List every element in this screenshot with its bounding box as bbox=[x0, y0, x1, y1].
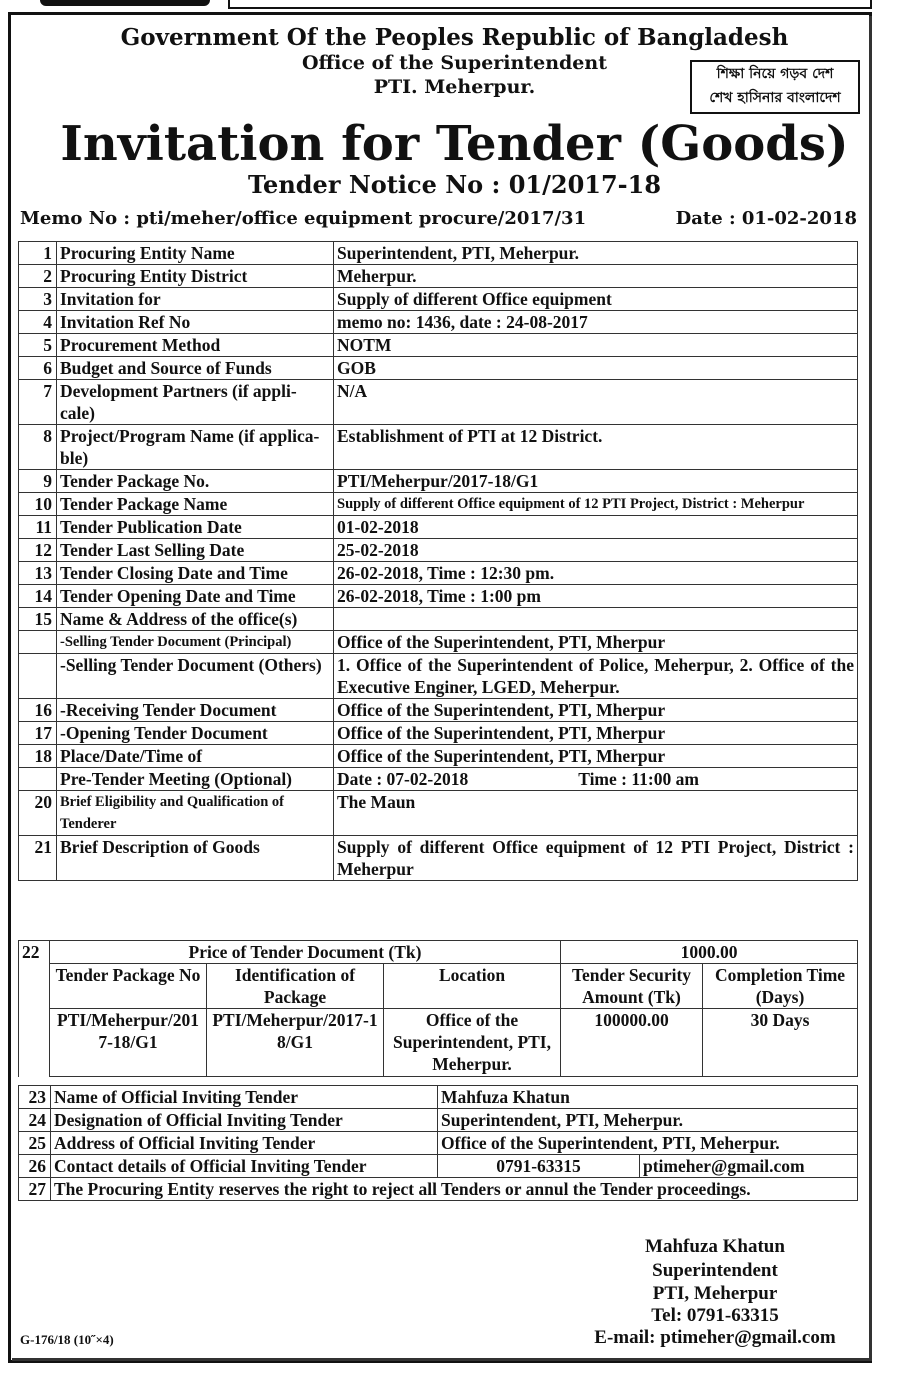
row-number: 4 bbox=[19, 311, 57, 334]
row-label: Name of Official Inviting Tender bbox=[51, 1086, 438, 1109]
row-value: Office of the Superintendent, PTI, Mherpur bbox=[334, 722, 858, 745]
table-row bbox=[19, 745, 858, 768]
row-number: 23 bbox=[19, 1086, 51, 1109]
row-number: 24 bbox=[19, 1109, 51, 1132]
cell-package-no: PTI/Meherpur/2017-18/G1 bbox=[50, 1009, 207, 1077]
contact-email: ptimeher@gmail.com bbox=[640, 1155, 858, 1178]
row-number: 16 bbox=[19, 699, 57, 722]
memo-number: Memo No : pti/meher/office equipment procure/2017/31 bbox=[20, 208, 587, 229]
row-value: Meherpur. bbox=[334, 265, 858, 288]
row-label: Tender Closing Date and Time bbox=[57, 562, 334, 585]
table-row bbox=[19, 631, 858, 654]
top-black-bar bbox=[40, 0, 210, 6]
row-label: Project/Program Name (if applica-ble) bbox=[57, 425, 334, 470]
slogan-box bbox=[690, 60, 860, 114]
row-label: Procurement Method bbox=[57, 334, 334, 357]
row-number: 12 bbox=[19, 539, 57, 562]
table-row bbox=[19, 380, 858, 425]
table-row bbox=[19, 242, 858, 265]
row-value: Superintendent, PTI, Meherpur. bbox=[334, 242, 858, 265]
table-row bbox=[19, 699, 858, 722]
row-number: 18 bbox=[19, 745, 57, 768]
row-label: Place/Date/Time of bbox=[57, 745, 334, 768]
signatory-office: PTI, Meherpur bbox=[652, 1283, 778, 1304]
row-number: 11 bbox=[19, 516, 57, 539]
row-label: Invitation for bbox=[57, 288, 334, 311]
row-value: Office of the Superintendent, PTI, Mherpur bbox=[334, 745, 858, 768]
row-label: -Selling Tender Document (Principal) bbox=[57, 631, 334, 654]
cell-identification: PTI/Meherpur/2017-18/G1 bbox=[207, 1009, 384, 1077]
table-row bbox=[19, 791, 858, 836]
row-number: 26 bbox=[19, 1155, 51, 1178]
row-label: Tender Last Selling Date bbox=[57, 539, 334, 562]
row-value bbox=[334, 608, 858, 631]
row-label: -Receiving Tender Document bbox=[57, 699, 334, 722]
row-number: 27 bbox=[19, 1178, 51, 1201]
table-row bbox=[19, 288, 858, 311]
table-row bbox=[19, 539, 858, 562]
row-label: Address of Official Inviting Tender bbox=[51, 1132, 438, 1155]
row-number: 3 bbox=[19, 288, 57, 311]
table-row bbox=[19, 768, 858, 791]
signatory-email: E-mail: ptimeher@gmail.com bbox=[594, 1327, 836, 1348]
row-value: GOB bbox=[334, 357, 858, 380]
table-row bbox=[19, 1155, 858, 1178]
price-value: 1000.00 bbox=[561, 941, 858, 964]
cell-security: 100000.00 bbox=[561, 1009, 703, 1077]
row-label: Pre-Tender Meeting (Optional) bbox=[57, 768, 334, 791]
table-row bbox=[19, 470, 858, 493]
top-outline-box bbox=[228, 0, 872, 9]
header-location: Location bbox=[384, 964, 561, 1009]
table-row bbox=[19, 562, 858, 585]
price-data-row bbox=[19, 1009, 858, 1077]
price-header-row bbox=[19, 964, 858, 1009]
office-heading: Office of the Superintendent bbox=[302, 52, 607, 74]
row-value: Establishment of PTI at 12 District. bbox=[334, 425, 858, 470]
row-number: 10 bbox=[19, 493, 57, 516]
row-value: Office of the Superintendent, PTI, Mherpur bbox=[334, 699, 858, 722]
row-value: Superintendent, PTI, Meherpur. bbox=[438, 1109, 858, 1132]
row-label: Tender Publication Date bbox=[57, 516, 334, 539]
row-label: Procuring Entity District bbox=[57, 265, 334, 288]
table-row bbox=[19, 1178, 858, 1201]
row-number: 15 bbox=[19, 608, 57, 631]
row-value: The Maun bbox=[334, 791, 858, 836]
row-value: Supply of different Office equipment of 12 PTI Project, District : Meherpur bbox=[334, 493, 858, 516]
row-value: 25-02-2018 bbox=[334, 539, 858, 562]
row-label: Contact details of Official Inviting Tender bbox=[51, 1155, 438, 1178]
table-row bbox=[19, 1086, 858, 1109]
notice-date: Date : 01-02-2018 bbox=[675, 208, 857, 229]
row-label: Procuring Entity Name bbox=[57, 242, 334, 265]
row-label: Tender Package No. bbox=[57, 470, 334, 493]
slogan-line-1: শিক্ষা নিয়ে গড়ব দেশ bbox=[716, 66, 834, 82]
table-row bbox=[19, 1109, 858, 1132]
page-title: Invitation for Tender (Goods) bbox=[60, 116, 849, 172]
row-number: 17 bbox=[19, 722, 57, 745]
table-row bbox=[19, 1132, 858, 1155]
government-heading: Government Of the Peoples Republic of Bangladesh bbox=[120, 24, 789, 51]
table-row bbox=[19, 654, 858, 699]
table-row bbox=[19, 516, 858, 539]
signatory-tel: Tel: 0791-63315 bbox=[651, 1305, 779, 1326]
price-row bbox=[19, 941, 858, 964]
row-number bbox=[19, 631, 57, 654]
row-number: 1 bbox=[19, 242, 57, 265]
table-row bbox=[19, 585, 858, 608]
signatory-name: Mahfuza Khatun bbox=[645, 1236, 785, 1257]
table-row bbox=[19, 311, 858, 334]
cell-location: Office of the Superintendent, PTI, Meherpur. bbox=[384, 1009, 561, 1077]
tender-notice-number: Tender Notice No : 01/2017-18 bbox=[247, 170, 662, 199]
row-label: Tender Opening Date and Time bbox=[57, 585, 334, 608]
table-row bbox=[19, 265, 858, 288]
table-row bbox=[19, 836, 858, 881]
row-number bbox=[19, 654, 57, 699]
row-label: Development Partners (if appli-cale) bbox=[57, 380, 334, 425]
row-label: -Selling Tender Document (Others) bbox=[57, 654, 334, 699]
signatory-designation: Superintendent bbox=[652, 1260, 778, 1281]
row-number: 7 bbox=[19, 380, 57, 425]
official-table bbox=[18, 1085, 858, 1201]
row-value: 1. Office of the Superintendent of Police, Meherpur, 2. Office of the Executive Enginer, LGED, Meherpur. bbox=[334, 654, 858, 699]
row-value: NOTM bbox=[334, 334, 858, 357]
row-value: Office of the Superintendent, PTI, Meherpur. bbox=[438, 1132, 858, 1155]
row-number: 6 bbox=[19, 357, 57, 380]
header-completion: Completion Time (Days) bbox=[703, 964, 858, 1009]
cell-completion: 30 Days bbox=[703, 1009, 858, 1077]
row-value: 26-02-2018, Time : 1:00 pm bbox=[334, 585, 858, 608]
table-row bbox=[19, 493, 858, 516]
row-label: Budget and Source of Funds bbox=[57, 357, 334, 380]
row-number: 2 bbox=[19, 265, 57, 288]
row-value: 26-02-2018, Time : 12:30 pm. bbox=[334, 562, 858, 585]
row-number bbox=[19, 768, 57, 791]
row-number: 8 bbox=[19, 425, 57, 470]
row-label: Designation of Official Inviting Tender bbox=[51, 1109, 438, 1132]
frame-shadow-right bbox=[869, 16, 872, 1360]
row-label: Tender Package Name bbox=[57, 493, 334, 516]
header-identification: Identification of Package bbox=[207, 964, 384, 1009]
row-label: Brief Eligibility and Qualification of Tenderer bbox=[57, 791, 334, 836]
row-value: PTI/Meherpur/2017-18/G1 bbox=[334, 470, 858, 493]
row-value: memo no: 1436, date : 24-08-2017 bbox=[334, 311, 858, 334]
row-label: Brief Description of Goods bbox=[57, 836, 334, 881]
table-row bbox=[19, 425, 858, 470]
row-value: 01-02-2018 bbox=[334, 516, 858, 539]
row-label: Name & Address of the office(s) bbox=[57, 608, 334, 631]
price-table bbox=[18, 940, 858, 1077]
table-row bbox=[19, 357, 858, 380]
row-number: 13 bbox=[19, 562, 57, 585]
location-heading: PTI. Meherpur. bbox=[373, 76, 536, 98]
row-value: Supply of different Office equipment of 12 PTI Project, District : Meherpur bbox=[334, 836, 858, 881]
row-value bbox=[334, 768, 858, 791]
frame-shadow-bottom bbox=[12, 1358, 872, 1361]
row-number: 9 bbox=[19, 470, 57, 493]
row-label: -Opening Tender Document bbox=[57, 722, 334, 745]
header-package-no: Tender Package No bbox=[50, 964, 207, 1009]
meeting-date: Date : 07-02-2018 bbox=[337, 769, 469, 789]
tender-details-table bbox=[18, 241, 858, 881]
row-value: N/A bbox=[334, 380, 858, 425]
table-row bbox=[19, 722, 858, 745]
meeting-time: Time : 11:00 am bbox=[578, 769, 699, 789]
row-number: 21 bbox=[19, 836, 57, 881]
header-security: Tender Security Amount (Tk) bbox=[561, 964, 703, 1009]
row-value: Supply of different Office equipment bbox=[334, 288, 858, 311]
row-number: 22 bbox=[19, 941, 50, 1077]
slogan-line-2: শেখ হাসিনার বাংলাদেশ bbox=[709, 90, 841, 106]
table-row bbox=[19, 334, 858, 357]
disclaimer-note: The Procuring Entity reserves the right to reject all Tenders or annul the Tender proceedings. bbox=[51, 1178, 858, 1201]
ad-code: G-176/18 (10˝×4) bbox=[20, 1332, 114, 1347]
row-number: 25 bbox=[19, 1132, 51, 1155]
row-number: 14 bbox=[19, 585, 57, 608]
row-value: Office of the Superintendent, PTI, Mherpur bbox=[334, 631, 858, 654]
price-label: Price of Tender Document (Tk) bbox=[50, 941, 561, 964]
contact-phone: 0791-63315 bbox=[438, 1155, 640, 1178]
row-label: Invitation Ref No bbox=[57, 311, 334, 334]
row-number: 20 bbox=[19, 791, 57, 836]
row-number: 5 bbox=[19, 334, 57, 357]
row-value: Mahfuza Khatun bbox=[438, 1086, 858, 1109]
table-row bbox=[19, 608, 858, 631]
